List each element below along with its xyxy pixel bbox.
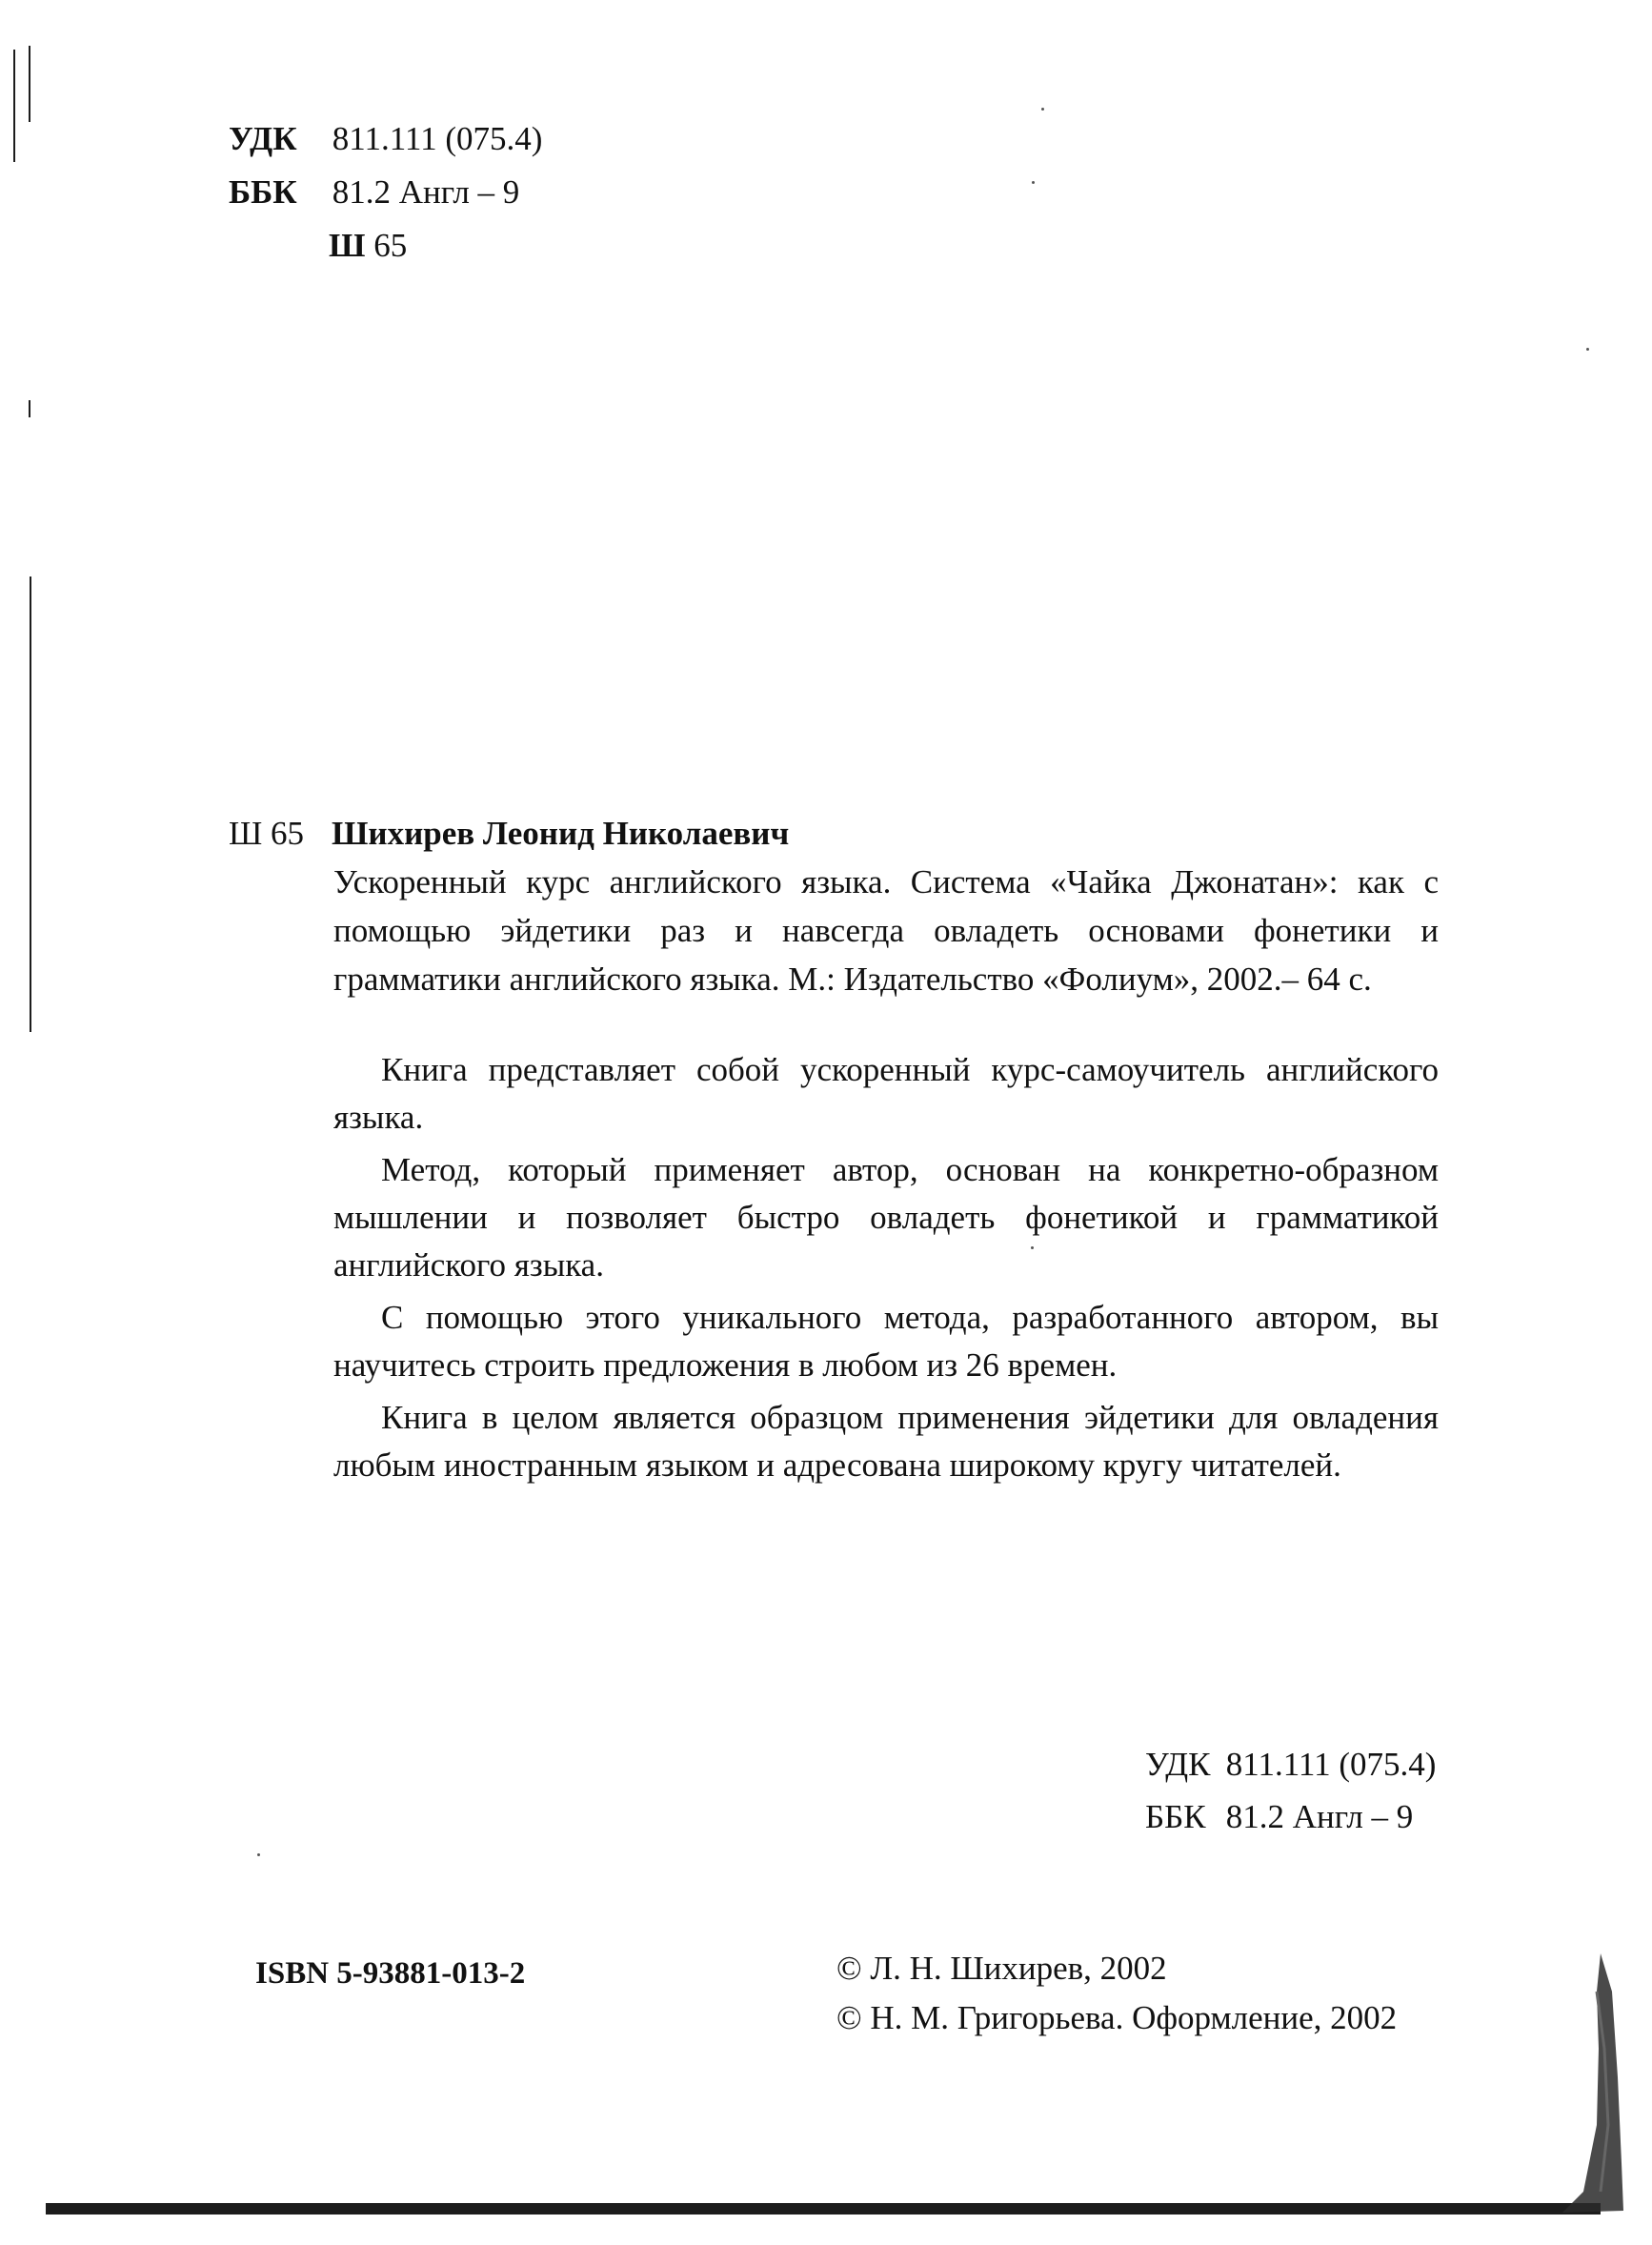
annotation-paragraph: С помощью этого уникального метода, разработанного автором, вы научитесь строить предложения в любом из 26 времен. (333, 1299, 1439, 1384)
isbn: ISBN 5-93881-013-2 (255, 1956, 526, 1991)
bottom-udk-value: 811.111 (075.4) (1225, 1746, 1437, 1783)
scan-artifact-line (29, 46, 30, 122)
udk-label: УДК (229, 120, 297, 157)
bbk-row (229, 166, 542, 219)
author-mark-number: 65 (373, 227, 408, 264)
annotation-paragraph: Книга представляет собой ускоренный курс-самоучитель английского языка. (333, 1051, 1439, 1136)
scan-artifact-line (29, 400, 30, 417)
bottom-bbk-label: ББК (1145, 1798, 1206, 1835)
udk-row (229, 112, 542, 166)
bottom-udk-label: УДК (1145, 1746, 1211, 1783)
scan-dust (257, 1853, 260, 1856)
author-mark-letter: Ш (329, 227, 366, 264)
copyright-block (836, 1944, 1397, 2043)
annotation (333, 1046, 1439, 1494)
udk-value: 811.111 (075.4) (332, 120, 543, 157)
bbk-value: 81.2 Англ – 9 (332, 173, 520, 211)
scan-artifact-line (13, 50, 15, 162)
annotation-paragraph: Метод, который применяет автор, основан на конкретно-образном мышлении и позволяет быстро овладеть фонетикой и грамматикой английского языка. (333, 1151, 1439, 1284)
copyright-line: © Л. Н. Шихирев, 2002 (836, 1950, 1167, 1987)
bottom-bbk-value: 81.2 Англ – 9 (1225, 1798, 1414, 1835)
record-code: Ш 65 (229, 815, 305, 852)
bottom-bbk-row (1145, 1790, 1436, 1843)
record-author: Шихирев Леонид Николаевич (332, 815, 790, 852)
annotation-paragraph: Книга в целом является образцом применения эйдетики для овладения любым иностранным языком и адресована широкому кругу читателей. (333, 1399, 1439, 1484)
copyright-line: © Н. М. Григорьева. Оформление, 2002 (836, 1999, 1398, 2036)
scan-dust (1586, 348, 1589, 351)
bibliographic-record (229, 810, 1486, 1003)
scan-dust (1032, 181, 1035, 184)
scan-artifact-line (46, 2203, 1601, 2215)
top-classification (229, 112, 542, 273)
bottom-udk-row (1145, 1738, 1436, 1790)
scan-dust (1041, 108, 1044, 111)
record-heading (229, 810, 1486, 858)
scan-artifact-smudge (1505, 1934, 1629, 2220)
author-mark-row (229, 219, 542, 273)
scan-artifact-line (30, 576, 31, 1032)
record-description: Ускоренный курс английского языка. Система «Чайка Джонатан»: как с помощью эйдетики раз и навсегда овладеть основами фонетики и грамматики английского языка. М.: Издательство «Фолиум», 2002.– 64 с. (333, 863, 1439, 998)
bbk-label: ББК (229, 173, 297, 211)
bottom-classification (1145, 1738, 1436, 1843)
